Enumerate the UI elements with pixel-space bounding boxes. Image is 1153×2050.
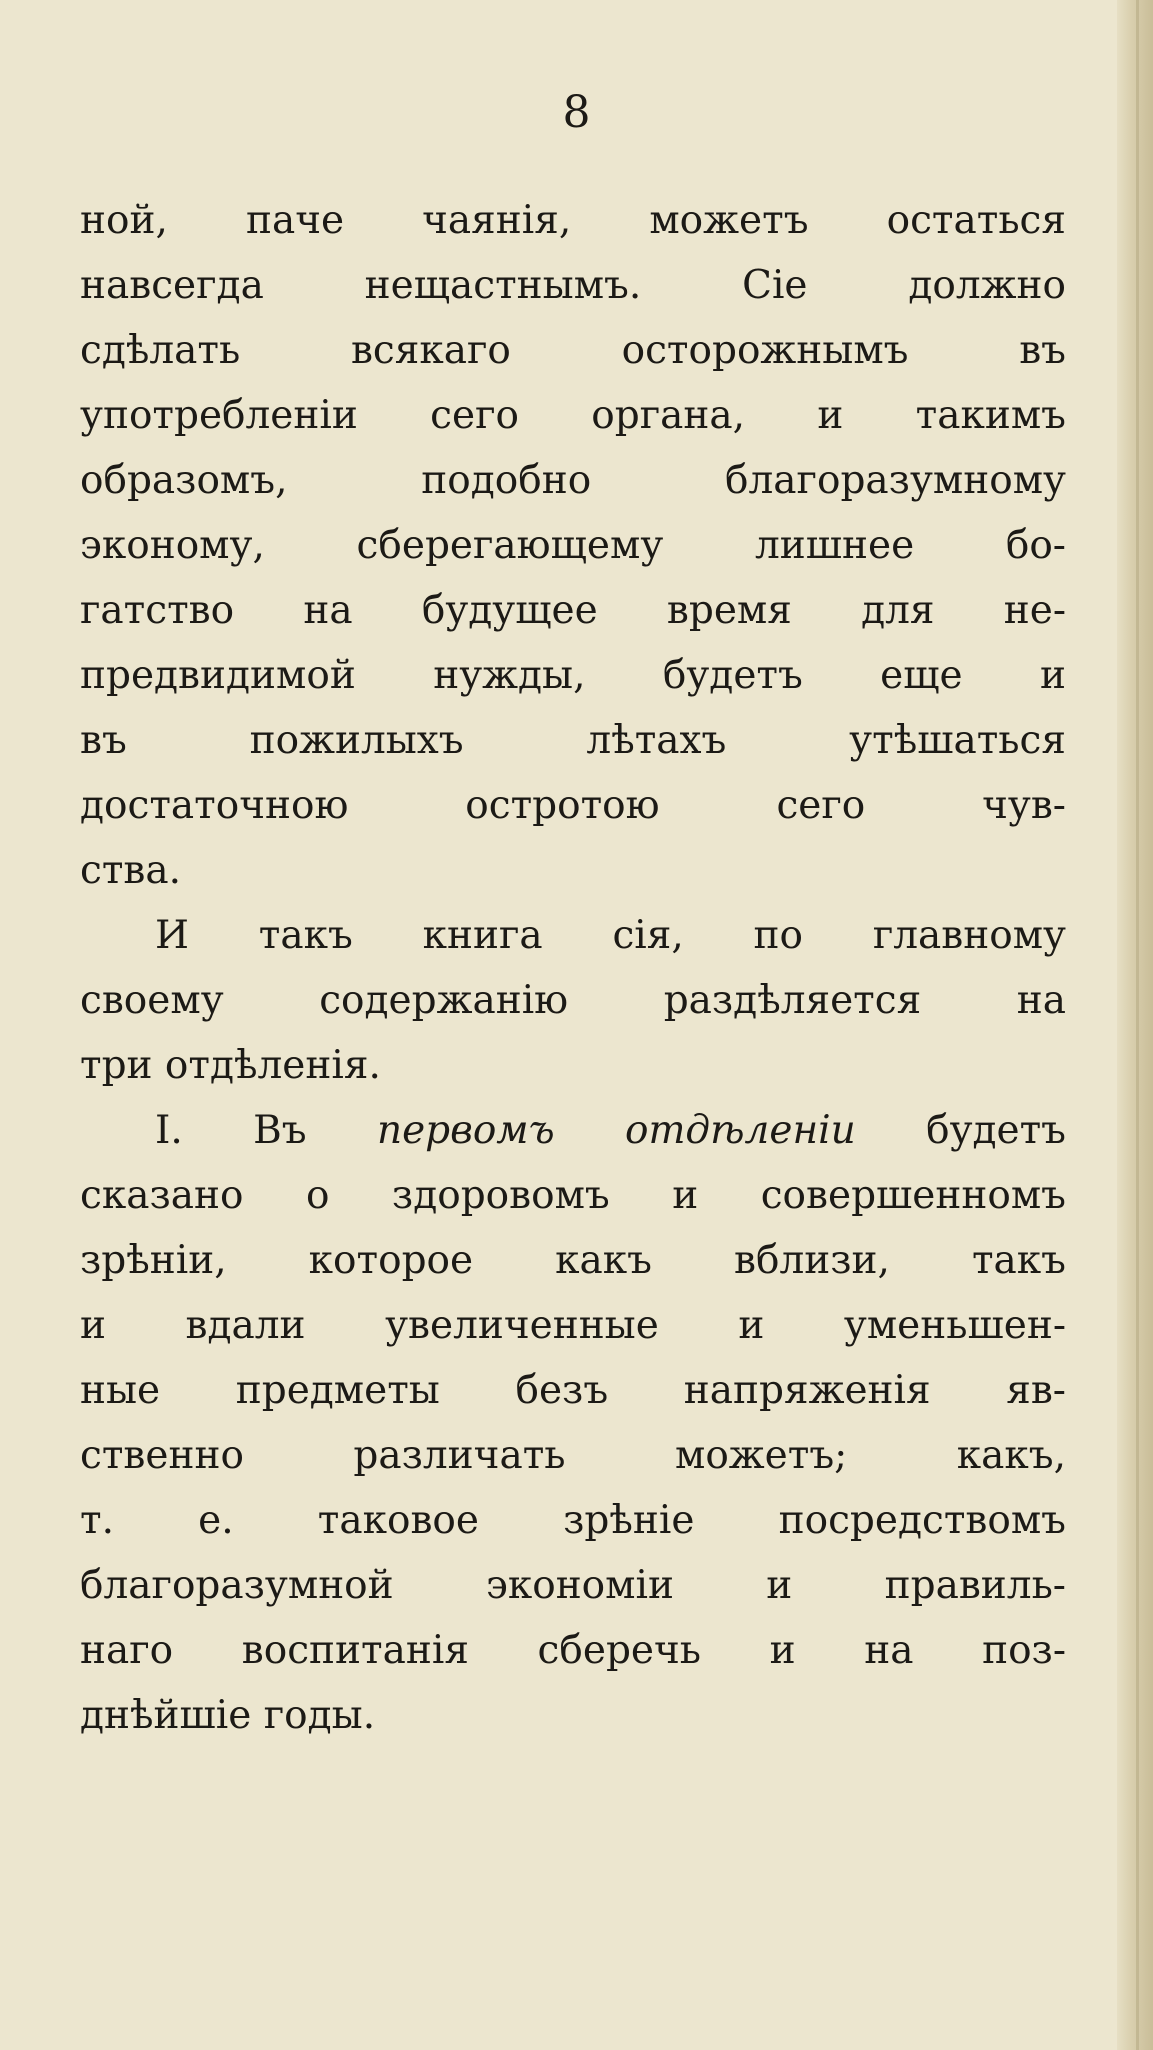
text-line: наго воспитанія сберечь и на поз- [80, 1628, 1066, 1673]
text-line: эконому, сберегающему лишнее бо- [80, 523, 1066, 568]
text-line: навсегда нещастнымъ. Сіе должно [80, 263, 1066, 308]
text-line: благоразумной экономіи и правиль- [80, 1563, 1066, 1608]
text-line: т. е. таковое зрѣніе посредствомъ [80, 1498, 1066, 1543]
text-line: зрѣніи, которое какъ вблизи, такъ [80, 1238, 1066, 1283]
italic-emphasis: первомъ отдѣленіи [376, 1108, 856, 1153]
binding-line [1136, 0, 1139, 2050]
text-line: употребленіи сего органа, и такимъ [80, 393, 1066, 438]
text-line: гатство на будущее время для не- [80, 588, 1066, 633]
page-number: 8 [562, 87, 591, 138]
page-edge-shadow [1117, 0, 1153, 2050]
text-line: сказано о здоровомъ и совершенномъ [80, 1173, 1066, 1218]
section-numeral-text: I. Въ [155, 1108, 377, 1153]
text-line: достаточною остротою сего чув- [80, 783, 1066, 828]
text-line: образомъ, подобно благоразумному [80, 458, 1066, 503]
body-text [80, 188, 1066, 1748]
text-line: предвидимой нужды, будетъ еще и [80, 653, 1066, 698]
section-heading-line [80, 1098, 1066, 1163]
text-line: днѣйшіе годы. [80, 1693, 376, 1738]
text-line: три отдѣленія. [80, 1043, 381, 1088]
text-line: ной, паче чаянія, можетъ остаться [80, 198, 1066, 243]
paragraph-first-line: И такъ книга сія, по главному [155, 913, 1066, 958]
text-line: и вдали увеличенные и уменьшен- [80, 1303, 1066, 1348]
section-line-rest: будетъ [855, 1108, 1066, 1153]
text-line: ные предметы безъ напряженія яв- [80, 1368, 1066, 1413]
text-line: въ пожилыхъ лѣтахъ утѣшаться [80, 718, 1066, 763]
text-line: ства. [80, 848, 182, 893]
text-line: ственно различать можетъ; какъ, [80, 1433, 1066, 1478]
text-line: своему содержанію раздѣляется на [80, 978, 1066, 1023]
text-line: сдѣлать всякаго осторожнымъ въ [80, 328, 1066, 373]
